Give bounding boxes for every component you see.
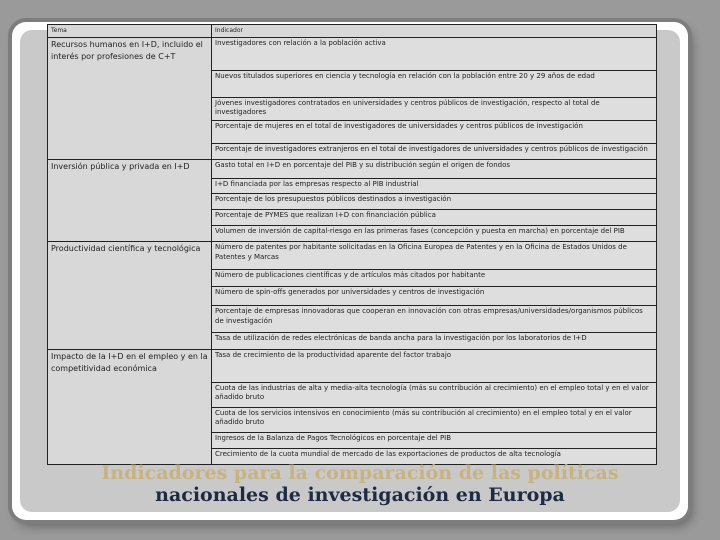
table-row — [48, 159, 657, 178]
indicator-cell: Crecimiento de la cuota mundial de mercado de las exportaciones de productos de alta tecnología — [212, 448, 657, 464]
indicator-cell: Porcentaje de PYMES que realizan I+D con financiación pública — [212, 210, 657, 226]
table-row — [48, 143, 657, 159]
header-indicator: Indicador — [212, 25, 657, 38]
table-row — [48, 407, 657, 432]
theme-cell: Impacto de la I+D en el empleo y en la competitividad económica — [48, 350, 212, 383]
theme-cell: Productividad científica y tecnológica — [48, 242, 212, 270]
slide-title-line-2: nacionales de investigación en Europa — [155, 484, 565, 506]
indicator-cell: Ingresos de la Balanza de Pagos Tecnológicos en porcentaje del PIB — [212, 432, 657, 448]
slide-title-line-1: Indicadores para la comparación de las políticas — [101, 462, 619, 484]
table-row — [48, 97, 657, 120]
indicators-table — [47, 24, 657, 465]
table-row — [48, 382, 657, 407]
table-row — [48, 178, 657, 194]
table-row — [48, 306, 657, 333]
indicator-cell: Tasa de utilización de redes electrónicas de banda ancha para la investigación por los laboratorios de I+D — [212, 333, 657, 350]
slide-title — [60, 462, 660, 506]
indicator-cell: I+D financiada por las empresas respecto al PIB industrial — [212, 178, 657, 194]
table-row — [48, 287, 657, 306]
table-row — [48, 70, 657, 97]
indicator-cell: Porcentaje de los presupuestos públicos destinados a investigación — [212, 194, 657, 210]
indicator-cell: Gasto total en I+D en porcentaje del PIB y su distribución según el origen de fondos — [212, 159, 657, 178]
table-row — [48, 270, 657, 287]
indicator-cell: Número de spin-offs generados por universidades y centros de investigación — [212, 287, 657, 306]
table-row — [48, 120, 657, 143]
indicator-cell: Número de publicaciones científicas y de artículos más citados por habitante — [212, 270, 657, 287]
indicator-cell: Porcentaje de empresas innovadoras que cooperan en innovación con otras empresas/universidades/organismos públicos de investigación — [212, 306, 657, 333]
table-row — [48, 194, 657, 210]
indicator-cell: Investigadores con relación a la población activa — [212, 38, 657, 71]
indicator-cell: Cuota de las industrias de alta y media-alta tecnología (más su contribución al crecimiento) en el empleo total y en el valor añadido bruto — [212, 382, 657, 407]
indicator-cell: Nuevos titulados superiores en ciencia y tecnología en relación con la población entre 20 y 29 años de edad — [212, 70, 657, 97]
indicator-cell: Tasa de crecimiento de la productividad aparente del factor trabajo — [212, 350, 657, 383]
indicator-cell: Porcentaje de mujeres en el total de investigadores de universidades y centros públicos de investigación — [212, 120, 657, 143]
indicator-cell: Jóvenes investigadores contratados en universidades y centros públicos de investigación, respecto al total de investigadores — [212, 97, 657, 120]
indicator-cell: Número de patentes por habitante solicitadas en la Oficina Europea de Patentes y en la Oficina de Estados Unidos de Patentes y Marcas — [212, 242, 657, 270]
indicator-cell: Cuota de los servicios intensivos en conocimiento (más su contribución al crecimiento) en el empleo total y en el valor añadido bruto — [212, 407, 657, 432]
table-row — [48, 350, 657, 383]
theme-cell: Inversión pública y privada en I+D — [48, 159, 212, 178]
table-row — [48, 226, 657, 242]
table-row — [48, 432, 657, 448]
table-row — [48, 242, 657, 270]
indicator-cell: Volumen de inversión de capital-riesgo en las primeras fases (concepción y puesta en marcha) en porcentaje del PIB — [212, 226, 657, 242]
table-header-row — [48, 25, 657, 38]
table-row — [48, 38, 657, 71]
theme-cell: Recursos humanos en I+D, incluido el interés por profesiones de C+T — [48, 38, 212, 71]
table-row — [48, 333, 657, 350]
indicator-cell: Porcentaje de investigadores extranjeros en el total de investigadores de universidades y centros públicos de investigación — [212, 143, 657, 159]
table-row — [48, 210, 657, 226]
header-theme: Tema — [48, 25, 212, 38]
